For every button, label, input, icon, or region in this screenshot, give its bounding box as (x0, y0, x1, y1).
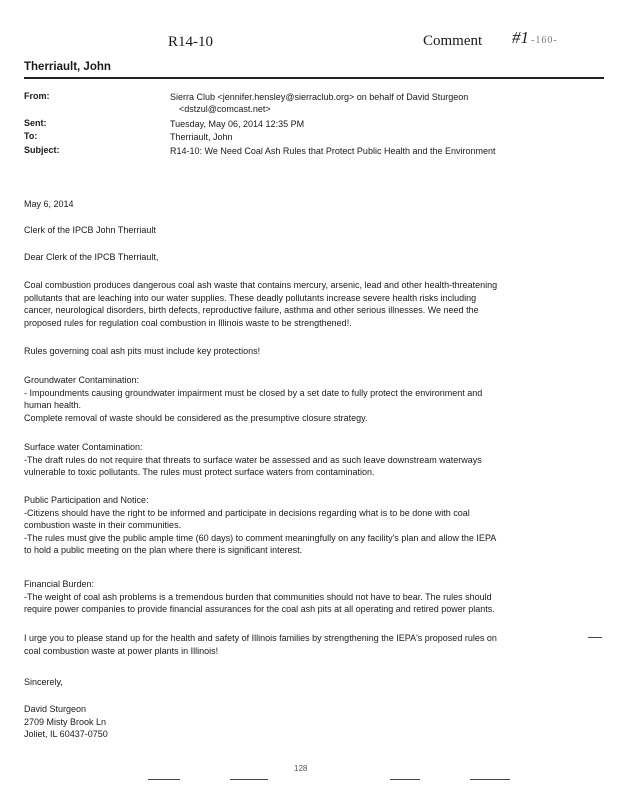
signer-name: David Sturgeon (24, 704, 87, 714)
page-number: 128 (294, 764, 308, 773)
signer-address: 2709 Misty Brook Ln (24, 716, 107, 727)
text-line: -The draft rules do not require that threats to surface water be assessed and as such leave downstream waterways (24, 454, 482, 465)
scan-mark (148, 779, 180, 780)
sent-value: Tuesday, May 06, 2014 12:35 PM (170, 119, 305, 129)
text-line: combustion waste in their communities. (24, 520, 182, 531)
letter-addressee: Clerk of the IPCB John Therriault (24, 225, 156, 235)
section-heading: Groundwater Contamination: (24, 375, 140, 385)
text-line: I urge you to please stand up for the health and safety of Illinois families by strengthening the IEPA's proposed rules on (24, 633, 497, 643)
text-line: coal combustion waste at power plants in Illinois! (24, 645, 219, 656)
section-heading: Public Participation and Notice: (24, 495, 149, 505)
from-line-2: <dstzul@comcast.net> (179, 104, 271, 114)
comment-number-suffix: -160- (531, 35, 558, 46)
text-line: human health. (24, 400, 82, 411)
text-line: vulnerable to toxic pollutants. The rules must protect surface waters from contamination. (24, 467, 375, 478)
sent-label: Sent: (24, 118, 47, 128)
text-line: to hold a public meeting on the plan where there is significant interest. (24, 545, 303, 556)
signer-city: Joliet, IL 60437-0750 (24, 729, 108, 740)
text-line: Complete removal of waste should be considered as the presumptive closure strategy. (24, 412, 368, 423)
sign-off: Sincerely, (24, 677, 63, 687)
scan-mark (390, 779, 420, 780)
from-value (170, 91, 468, 115)
from-label: From: (24, 91, 50, 101)
text-line: -The weight of coal ash problems is a tremendous burden that communities should not have to bear. The rules should (24, 591, 492, 602)
text-line: cancer, neurological disorders, birth defects, reproductive failure, asthma and other serious illnesses. We need the (24, 305, 479, 316)
from-line-1: Sierra Club <jennifer.hensley@sierraclub.org> on behalf of David Sturgeon (170, 92, 469, 102)
text-line: proposed rules for regulation coal combustion in Illinois waste to be strengthened!. (24, 317, 352, 328)
text-line: - Impoundments causing groundwater impairment must be closed by a set date to fully protect the environment and (24, 387, 483, 398)
section-heading: Financial Burden: (24, 579, 95, 589)
text-line: Coal combustion produces dangerous coal ash waste that contains mercury, arsenic, lead and other health-threatening (24, 280, 498, 290)
letter-salutation: Dear Clerk of the IPCB Therriault, (24, 252, 159, 262)
subject-value: R14-10: We Need Coal Ash Rules that Protect Public Health and the Environment (170, 146, 496, 156)
groundwater-section (24, 374, 584, 424)
intro-paragraph (24, 279, 584, 329)
closing-paragraph (24, 632, 584, 657)
to-label: To: (24, 131, 38, 141)
surface-water-section (24, 441, 584, 479)
protections-line: Rules governing coal ash pits must include key protections! (24, 346, 261, 356)
text-line: -The rules must give the public ample time (60 days) to comment meaningfully on any facility's plan and allow the IEPA (24, 532, 497, 543)
to-value: Therriault, John (170, 132, 233, 142)
scan-mark (588, 637, 602, 638)
comment-number-stamp (512, 28, 558, 48)
financial-section (24, 578, 584, 616)
recipient-name: Therriault, John (24, 61, 111, 73)
comment-number: #1 (512, 28, 529, 47)
scan-mark (230, 779, 268, 780)
signature-block (24, 703, 584, 741)
text-line: require power companies to provide financial assurances for the coal ash pits at all operating and retired power plants. (24, 604, 495, 615)
participation-section (24, 494, 584, 557)
document-id: R14-10 (168, 34, 213, 50)
comment-label: Comment (423, 33, 483, 49)
text-line: pollutants that are leaching into our water supplies. These deadly pollutants increase severe health risks including (24, 292, 477, 303)
header-divider (24, 77, 604, 79)
section-heading: Surface water Contamination: (24, 442, 143, 452)
subject-label: Subject: (24, 145, 60, 155)
text-line: -Citizens should have the right to be informed and participate in decisions regarding what is to be done with coal (24, 507, 470, 518)
letter-date: May 6, 2014 (24, 199, 74, 209)
scan-mark (470, 779, 510, 780)
